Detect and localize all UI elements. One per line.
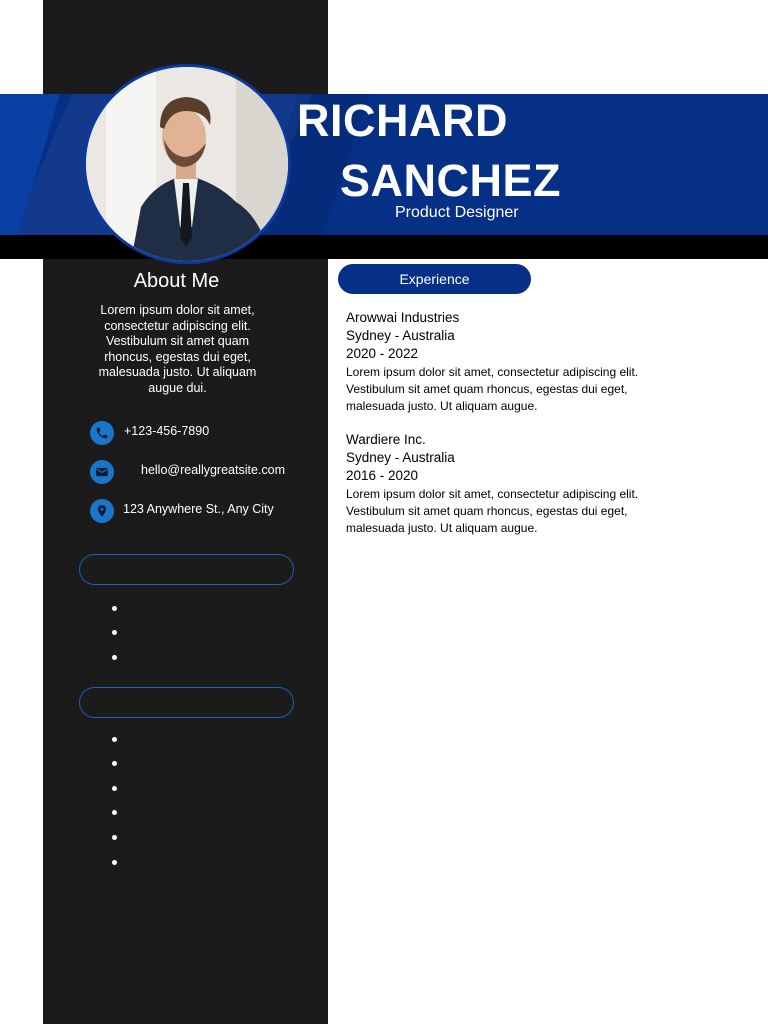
job-company: Wardiere Inc.: [346, 432, 426, 447]
experience-heading: Experience: [338, 264, 531, 294]
profile-photo: [83, 64, 291, 264]
job-company: Arowwai Industries: [346, 310, 460, 325]
phone-icon: [90, 421, 114, 445]
list-bullet: [112, 860, 117, 865]
section-pill-2: [79, 687, 294, 718]
list-bullet: [112, 810, 117, 815]
section-pill-1: [79, 554, 294, 585]
list-bullet: [112, 737, 117, 742]
location-pin-icon: [90, 499, 114, 523]
list-bullet: [112, 606, 117, 611]
job-years: 2016 - 2020: [346, 468, 419, 483]
mail-icon: [90, 460, 114, 484]
job-location: Sydney - Australia: [346, 328, 455, 343]
experience-item: [346, 309, 676, 415]
name-last: SANCHEZ: [340, 155, 562, 206]
job-title: Product Designer: [395, 204, 519, 221]
about-text: Lorem ipsum dolor sit amet, consectetur adipiscing elit. Vestibulum sit amet quam rhoncus, egestas dui eget, malesuada justo. Ut aliquam augue dui.: [98, 303, 257, 395]
about-heading: About Me: [133, 270, 220, 292]
job-description: Lorem ipsum dolor sit amet, consectetur adipiscing elit. Vestibulum sit amet quam rhoncus, egestas dui eget, malesuada justo. Ut aliquam augue.: [346, 487, 639, 535]
list-bullet: [112, 630, 117, 635]
job-description: Lorem ipsum dolor sit amet, consectetur adipiscing elit. Vestibulum sit amet quam rhoncus, egestas dui eget, malesuada justo. Ut aliquam augue.: [346, 365, 639, 413]
list-bullet: [112, 786, 117, 791]
address-text: 123 Anywhere St., Any City: [123, 502, 274, 516]
name-first: RICHARD: [297, 95, 508, 146]
phone-text: +123-456-7890: [124, 424, 210, 438]
job-location: Sydney - Australia: [346, 450, 455, 465]
experience-item: [346, 431, 676, 537]
email-text: hello@reallygreatsite.com: [141, 463, 286, 477]
header-divider-strip: [0, 235, 768, 259]
list-bullet: [112, 835, 117, 840]
job-years: 2020 - 2022: [346, 346, 419, 361]
list-bullet: [112, 655, 117, 660]
list-bullet: [112, 761, 117, 766]
